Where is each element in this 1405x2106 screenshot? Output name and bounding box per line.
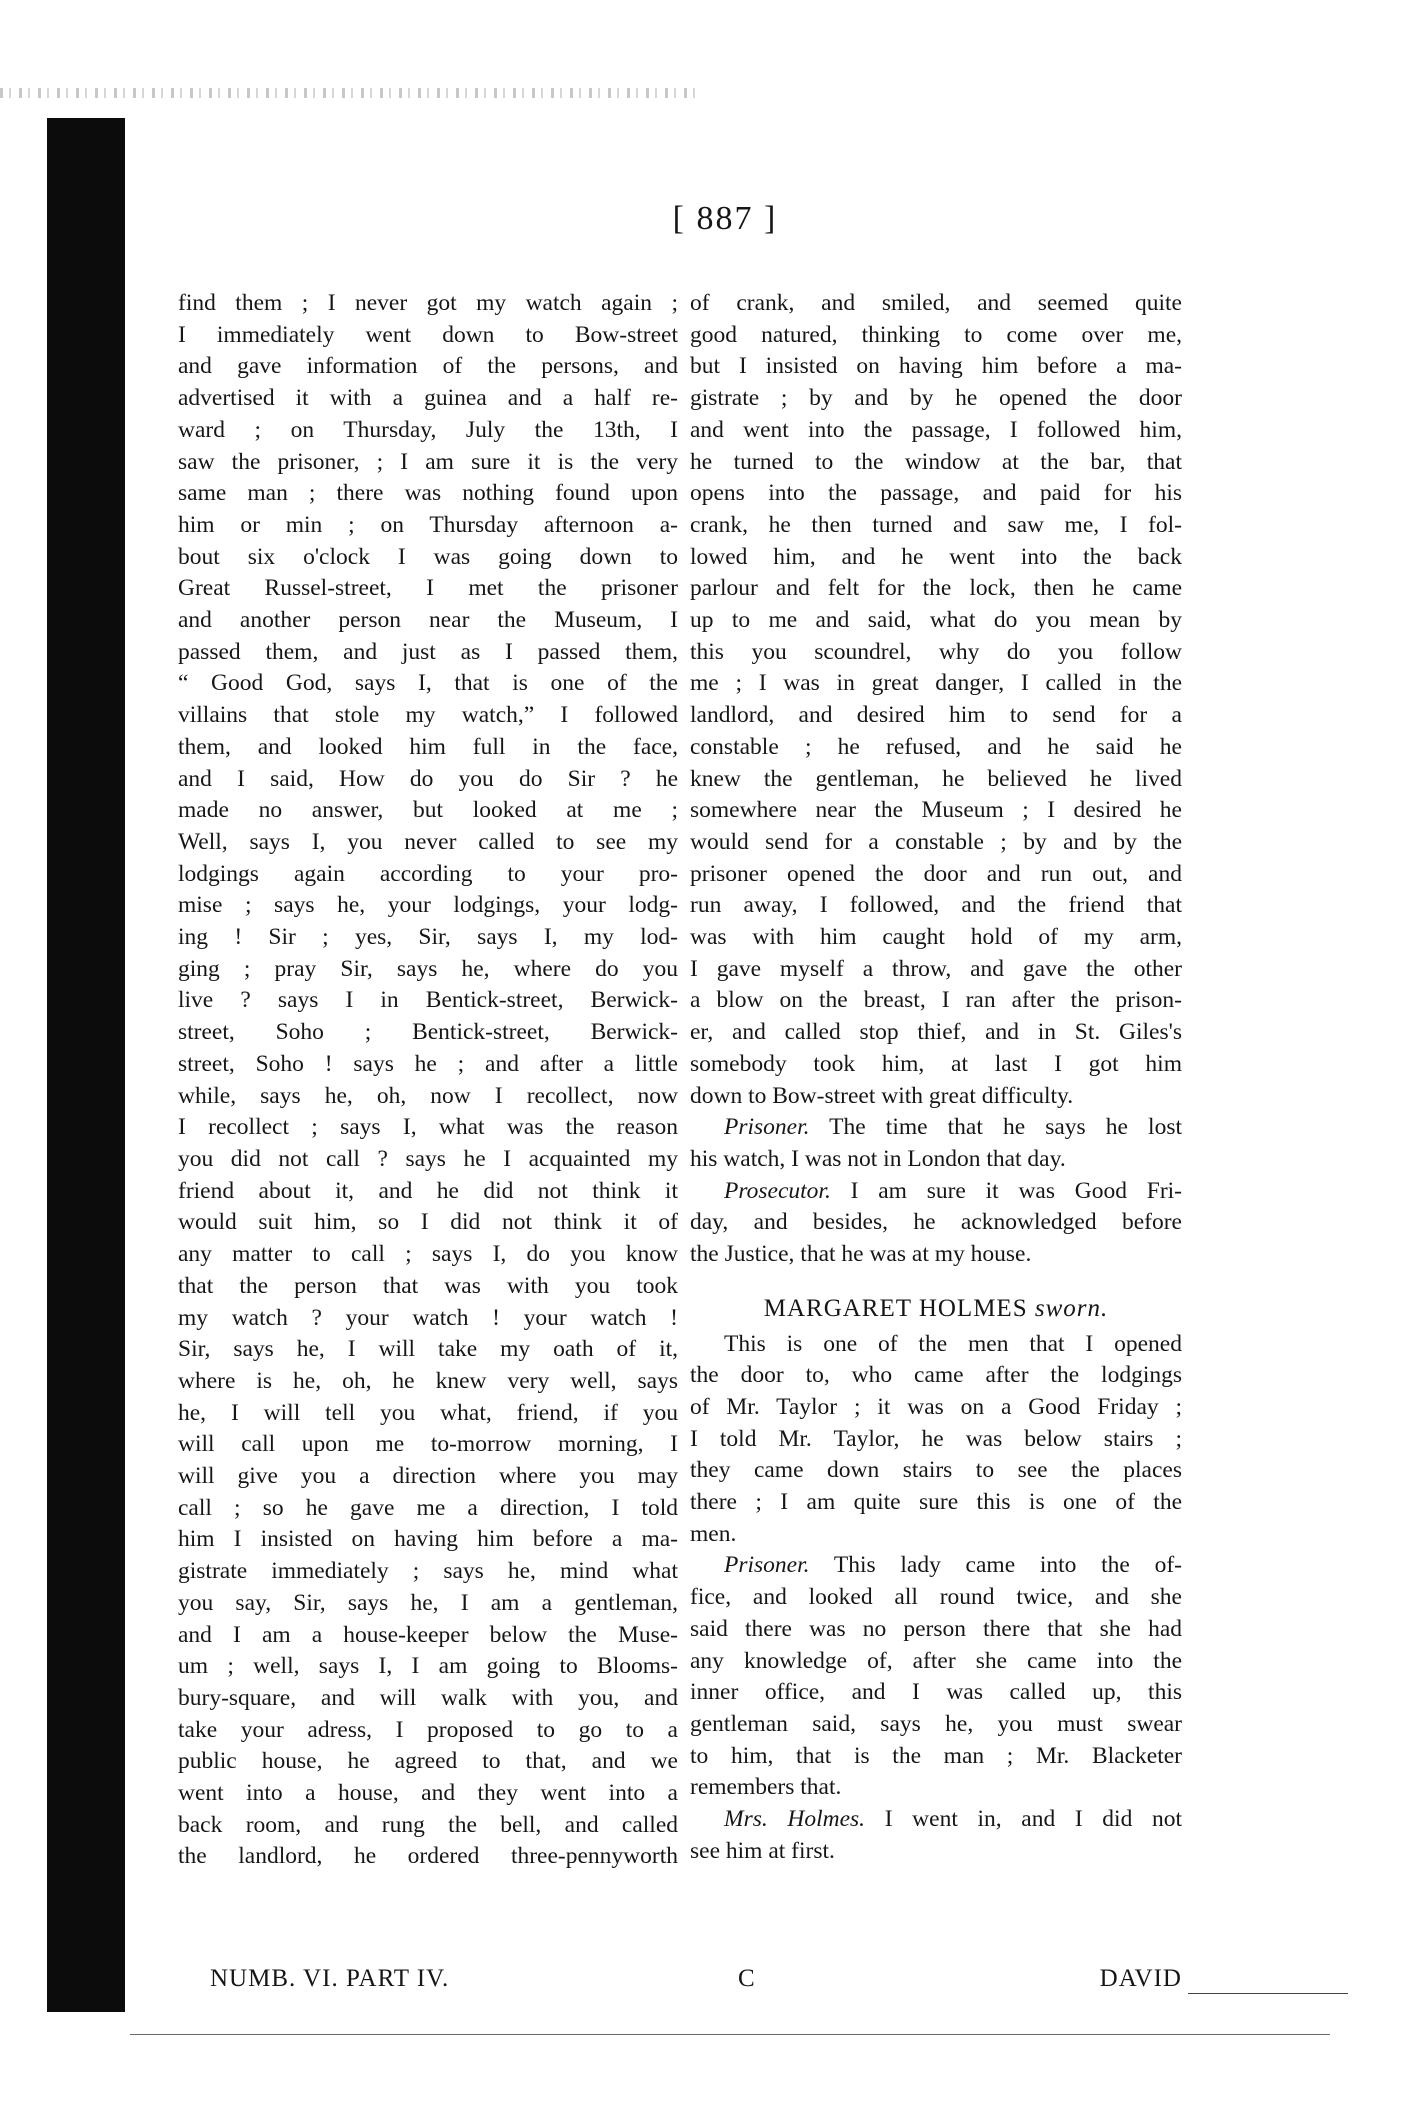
text-line: the Justice, that he was at my house. <box>690 1241 1032 1268</box>
text-line <box>690 1804 1182 1836</box>
text-line: would send for a constable ; by and by the <box>690 828 1182 855</box>
text-line: and I am a house-keeper below the Muse- <box>178 1621 678 1648</box>
text-line: passed them, and just as I passed them, <box>178 638 678 665</box>
text-line: him I insisted on having him before a ma- <box>178 1526 678 1553</box>
text-line: my watch ? your watch ! your watch ! <box>178 1304 678 1331</box>
right-column <box>690 288 1182 1867</box>
text-line: I told Mr. Taylor, he was below stairs ; <box>690 1425 1182 1452</box>
text-line: Great Russel-street, I met the prisoner <box>178 575 678 602</box>
page-bottom-rule <box>130 2034 1330 2035</box>
text-line: constable ; he refused, and he said he <box>690 733 1182 760</box>
witness-name: MARGARET HOLMES <box>763 1294 1028 1322</box>
text-line <box>690 1550 1182 1582</box>
sworn-label: sworn. <box>1034 1294 1109 1322</box>
text-line: back room, and rung the bell, and called <box>178 1811 678 1838</box>
text-line: inner office, and I was called up, this <box>690 1679 1182 1706</box>
text-line: crank, he then turned and saw me, I fol- <box>690 511 1182 538</box>
text-line: fice, and looked all round twice, and she <box>690 1584 1182 1611</box>
text-line: of Mr. Taylor ; it was on a Good Friday ; <box>690 1393 1182 1420</box>
signature-line: NUMB. VI. PART IV. <box>210 1965 450 1992</box>
text-line: and gave information of the persons, and <box>178 353 678 380</box>
text-line: the landlord, he ordered three-pennyworth <box>178 1843 678 1870</box>
text-line: to him, that is the man ; Mr. Blacketer <box>690 1742 1182 1769</box>
text-line: down to Bow-street with great difficulty. <box>690 1082 1074 1109</box>
text-line: that the person that was with you took <box>178 1272 678 1299</box>
text-line: this you scoundrel, why do you follow <box>690 638 1182 665</box>
page-number: [ 887 ] <box>672 200 778 237</box>
text-line: street, Soho ! says he ; and after a little <box>178 1050 678 1077</box>
text-line: him or min ; on Thursday afternoon a- <box>178 511 678 538</box>
text-line: and another person near the Museum, I <box>178 607 678 634</box>
text-line: up to me and said, what do you mean by <box>690 607 1182 634</box>
text-line: will call upon me to-morrow morning, I <box>178 1431 678 1458</box>
left-column <box>178 288 678 1873</box>
speech-text: I am sure it was Good Fri- <box>830 1177 1182 1204</box>
text-line: same man ; there was nothing found upon <box>178 480 678 507</box>
text-line: lowed him, and he went into the back <box>690 543 1182 570</box>
text-line: “ Good God, says I, that is one of the <box>178 670 678 697</box>
text-line: I recollect ; says I, what was the reason <box>178 1114 678 1141</box>
text-line: and I said, How do you do Sir ? he <box>178 765 678 792</box>
speech-text: The time that he says he lost <box>809 1114 1182 1141</box>
text-line: his watch, I was not in London that day. <box>690 1145 1066 1172</box>
text-line <box>690 1176 1182 1208</box>
text-line: Sir, says he, I will take my oath of it, <box>178 1336 678 1363</box>
text-line: you say, Sir, says he, I am a gentleman, <box>178 1589 678 1616</box>
speech-text: This lady came into the of- <box>809 1552 1182 1579</box>
text-line: they came down stairs to see the places <box>690 1457 1182 1484</box>
text-line: but I insisted on having him before a ma- <box>690 353 1182 380</box>
text-line: he turned to the window at the bar, that <box>690 448 1182 475</box>
text-line: will give you a direction where you may <box>178 1463 678 1490</box>
text-line: good natured, thinking to come over me, <box>690 321 1182 348</box>
text-line: friend about it, and he did not think it <box>178 1177 678 1204</box>
text-line: any matter to call ; says I, do you know <box>178 1241 678 1268</box>
text-line: live ? says I in Bentick-street, Berwick- <box>178 987 678 1014</box>
text-line: parlour and felt for the lock, then he came <box>690 575 1182 602</box>
text-line: advertised it with a guinea and a half re- <box>178 385 678 412</box>
text-line: said there was no person there that she had <box>690 1615 1182 1642</box>
text-line: men. <box>690 1520 737 1547</box>
text-line: day, and besides, he acknowledged before <box>690 1209 1182 1236</box>
text-line: landlord, and desired him to send for a <box>690 702 1182 729</box>
speaker-label: Prisoner. <box>724 1114 810 1141</box>
text-line: of crank, and smiled, and seemed quite <box>690 290 1182 316</box>
text-line: mise ; says he, your lodgings, your lodg- <box>178 892 678 919</box>
speaker-label: Prosecutor. <box>724 1177 831 1204</box>
text-line: bury-square, and will walk with you, and <box>178 1684 678 1711</box>
text-line: made no answer, but looked at me ; <box>178 797 678 824</box>
text-line: he, I will tell you what, friend, if you <box>178 1399 678 1426</box>
text-line: somewhere near the Museum ; I desired he <box>690 797 1182 824</box>
text-line <box>690 1112 1182 1144</box>
text-line: prisoner opened the door and run out, and <box>690 860 1182 887</box>
text-line: while, says he, oh, now I recollect, now <box>178 1082 678 1109</box>
text-line: would suit him, so I did not think it of <box>178 1209 678 1236</box>
text-line: opens into the passage, and paid for his <box>690 480 1182 507</box>
speaker-label: Prisoner. <box>724 1552 810 1579</box>
scan-noise-top <box>0 88 700 98</box>
witness-heading <box>690 1293 1182 1325</box>
text-line: see him at first. <box>690 1837 835 1864</box>
speaker-label: Mrs. Holmes. <box>724 1806 866 1833</box>
text-line: lodgings again according to your pro- <box>178 860 678 887</box>
text-line: the door to, who came after the lodgings <box>690 1362 1182 1389</box>
page-footer <box>178 1965 1182 2005</box>
text-line: I immediately went down to Bow-street <box>178 321 678 348</box>
text-line: public house, he agreed to that, and we <box>178 1748 678 1775</box>
text-line: I gave myself a throw, and gave the other <box>690 955 1182 982</box>
speech-text: I went in, and I did not <box>865 1806 1182 1833</box>
text-line: um ; well, says I, I am going to Blooms- <box>178 1653 678 1680</box>
text-line: gistrate immediately ; says he, mind what <box>178 1558 678 1585</box>
text-line: bout six o'clock I was going down to <box>178 543 678 570</box>
binding-shadow <box>47 118 125 2012</box>
text-line: me ; I was in great danger, I called in the <box>690 670 1182 697</box>
text-line: gentleman said, says he, you must swear <box>690 1710 1182 1737</box>
text-line: This is one of the men that I opened <box>724 1330 1182 1357</box>
text-line: ward ; on Thursday, July the 13th, I <box>178 416 678 443</box>
text-line: ing ! Sir ; yes, Sir, says I, my lod- <box>178 924 678 951</box>
text-line: there ; I am quite sure this is one of the <box>690 1489 1182 1516</box>
text-line: street, Soho ; Bentick-street, Berwick- <box>178 1019 678 1046</box>
text-line: call ; so he gave me a direction, I told <box>178 1494 678 1521</box>
text-line: take your adress, I proposed to go to a <box>178 1716 678 1743</box>
text-line: you did not call ? says he I acquainted my <box>178 1145 678 1172</box>
text-line: er, and called stop thief, and in St. Giles's <box>690 1019 1182 1046</box>
catchword-rule <box>1188 1993 1348 1994</box>
text-line: saw the prisoner, ; I am sure it is the very <box>178 448 678 475</box>
text-line: and went into the passage, I followed him, <box>690 416 1182 443</box>
catchword: DAVID <box>1099 1965 1182 1992</box>
text-line: went into a house, and they went into a <box>178 1780 678 1807</box>
text-line: Well, says I, you never called to see my <box>178 828 678 855</box>
text-line: ging ; pray Sir, says he, where do you <box>178 955 678 982</box>
text-line: somebody took him, at last I got him <box>690 1050 1182 1077</box>
text-line: where is he, oh, he knew very well, says <box>178 1367 678 1394</box>
text-line: find them ; I never got my watch again ; <box>178 290 678 316</box>
text-line: them, and looked him full in the face, <box>178 733 678 760</box>
text-line: remembers that. <box>690 1774 842 1801</box>
text-line: run away, I followed, and the friend that <box>690 892 1182 919</box>
text-line: knew the gentleman, he believed he lived <box>690 765 1182 792</box>
signature-mark: C <box>738 1965 755 1992</box>
text-line: any knowledge of, after she came into the <box>690 1647 1182 1674</box>
text-line: villains that stole my watch,” I followed <box>178 702 678 729</box>
text-line: gistrate ; by and by he opened the door <box>690 385 1182 412</box>
text-line: a blow on the breast, I ran after the prison- <box>690 987 1182 1014</box>
text-line: was with him caught hold of my arm, <box>690 924 1182 951</box>
